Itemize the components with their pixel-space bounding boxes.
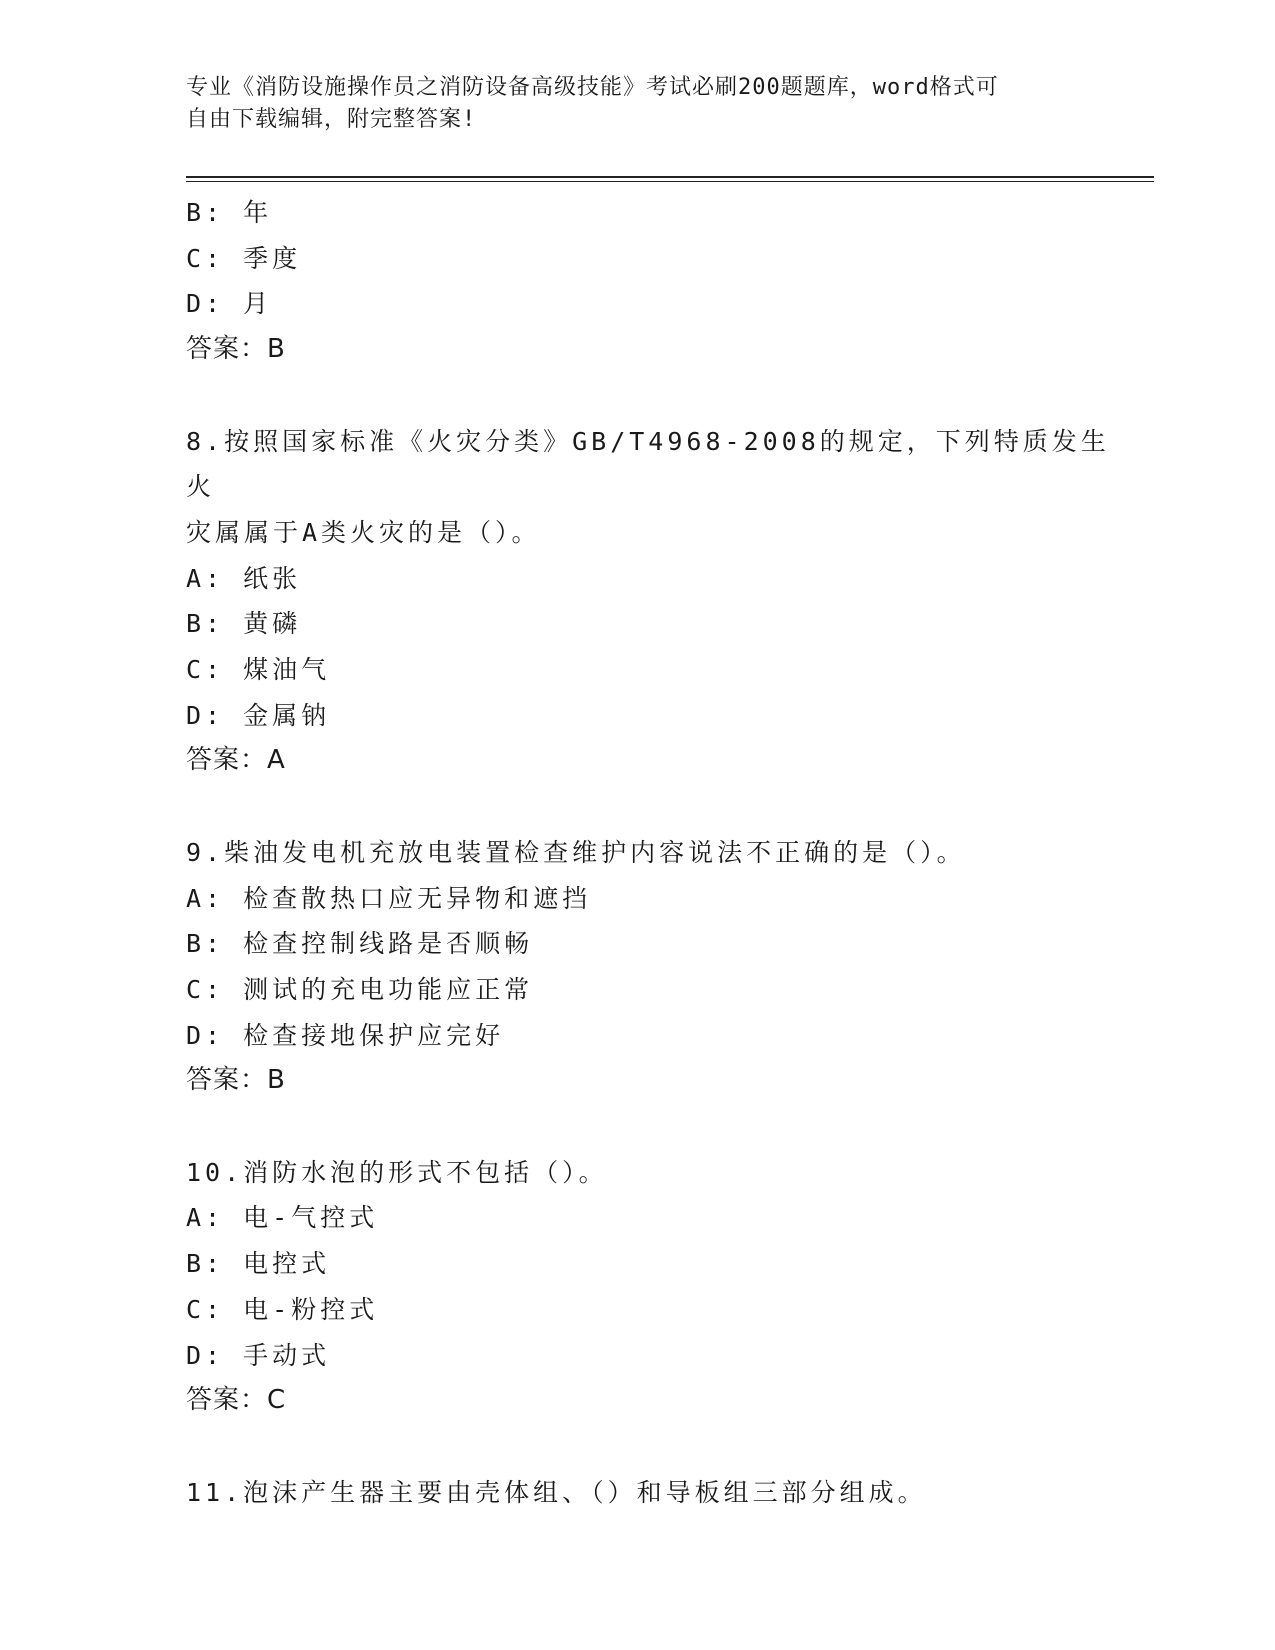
header-line-2: 自由下载编辑，附完整答案! <box>186 107 477 132</box>
question-10 <box>186 1150 1116 1424</box>
document-body <box>186 190 1116 1515</box>
option-d: D: 手动式 <box>186 1340 331 1370</box>
question-text-line-1: 8.按照国家标准《火灾分类》GB/T4968-2008的规定，下列特质发生火 <box>186 426 1110 502</box>
question-text-line-1: 10.消防水泡的形式不包括（）。 <box>186 1157 608 1187</box>
option-a: A: 电-气控式 <box>186 1203 379 1233</box>
question-9 <box>186 830 1116 1104</box>
option-c: C: 季度 <box>186 243 302 273</box>
option-c: C: 测试的充电功能应正常 <box>186 974 534 1004</box>
question-text-line-1: 11.泡沫产生器主要由壳体组、（）和导板组三部分组成。 <box>186 1477 927 1507</box>
option-a: A: 检查散热口应无异物和遮挡 <box>186 883 592 913</box>
header-divider-thick <box>186 176 1154 178</box>
option-b: B: 黄磷 <box>186 609 302 639</box>
question-text-line-1: 9.柴油发电机充放电装置检查维护内容说法不正确的是（）。 <box>186 837 966 867</box>
option-c: C: 电-粉控式 <box>186 1294 379 1324</box>
option-c: C: 煤油气 <box>186 655 331 685</box>
spacer <box>186 373 1116 419</box>
option-b: B: 检查控制线路是否顺畅 <box>186 929 534 959</box>
option-d: D: 月 <box>186 289 273 319</box>
option-d: D: 金属钠 <box>186 700 331 730</box>
option-a: A: 纸张 <box>186 563 302 593</box>
header-line-1: 专业《消防设施操作员之消防设备高级技能》考试必刷200题题库，word格式可 <box>186 75 999 100</box>
header-divider-thin <box>186 181 1154 182</box>
option-d: D: 检查接地保护应完好 <box>186 1020 505 1050</box>
spacer <box>186 1104 1116 1150</box>
answer-line: 答案：C <box>186 1385 287 1416</box>
answer-line: 答案：A <box>186 745 286 776</box>
answer-line: 答案：B <box>186 1065 286 1096</box>
answer-line: 答案：B <box>186 334 286 365</box>
question-11 <box>186 1470 1116 1516</box>
spacer <box>186 1424 1116 1470</box>
option-b: B: 电控式 <box>186 1249 331 1279</box>
question-7-continued <box>186 190 1116 373</box>
question-8 <box>186 419 1116 785</box>
option-b: B: 年 <box>186 198 273 227</box>
document-header <box>186 72 1086 136</box>
question-text-line-2: 灾属属于A类火灾的是（）。 <box>186 517 541 547</box>
spacer <box>186 784 1116 830</box>
